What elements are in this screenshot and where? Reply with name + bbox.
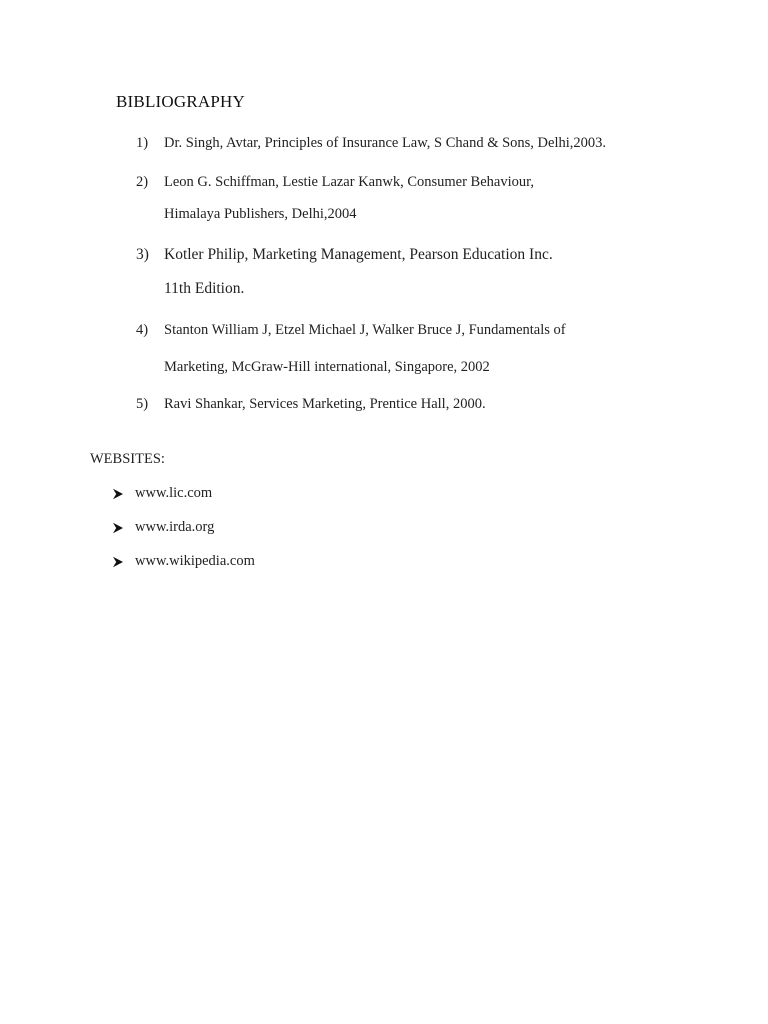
reference-text: Himalaya Publishers, Delhi,2004 — [164, 206, 357, 222]
reference-text: Kotler Philip, Marketing Management, Pearson Education Inc. — [164, 246, 553, 263]
website-link[interactable]: www.wikipedia.com — [135, 553, 255, 569]
reference-number: 2) — [136, 174, 149, 190]
reference-number: 5) — [136, 396, 149, 412]
arrowhead-bullet-icon — [112, 522, 124, 534]
reference-number: 1) — [136, 135, 149, 151]
websites-heading: WEBSITES: — [90, 451, 165, 467]
reference-text: Dr. Singh, Avtar, Principles of Insurance Law, S Chand & Sons, Delhi,2003. — [164, 135, 607, 151]
page-title: BIBLIOGRAPHY — [116, 92, 245, 111]
arrowhead-bullet-icon — [112, 556, 124, 568]
reference-text: Leon G. Schiffman, Lestie Lazar Kanwk, Consumer Behaviour, — [164, 174, 535, 190]
reference-number: 3) — [136, 246, 149, 263]
reference-text: Stanton William J, Etzel Michael J, Walker Bruce J, Fundamentals of — [164, 322, 566, 338]
reference-number: 4) — [136, 322, 149, 338]
website-link[interactable]: www.lic.com — [135, 485, 213, 501]
reference-text: Ravi Shankar, Services Marketing, Prentice Hall, 2000. — [164, 396, 486, 412]
reference-text: Marketing, McGraw-Hill international, Singapore, 2002 — [164, 359, 490, 375]
website-link[interactable]: www.irda.org — [135, 519, 215, 535]
arrowhead-bullet-icon — [112, 488, 124, 500]
reference-text: 11th Edition. — [164, 280, 245, 297]
